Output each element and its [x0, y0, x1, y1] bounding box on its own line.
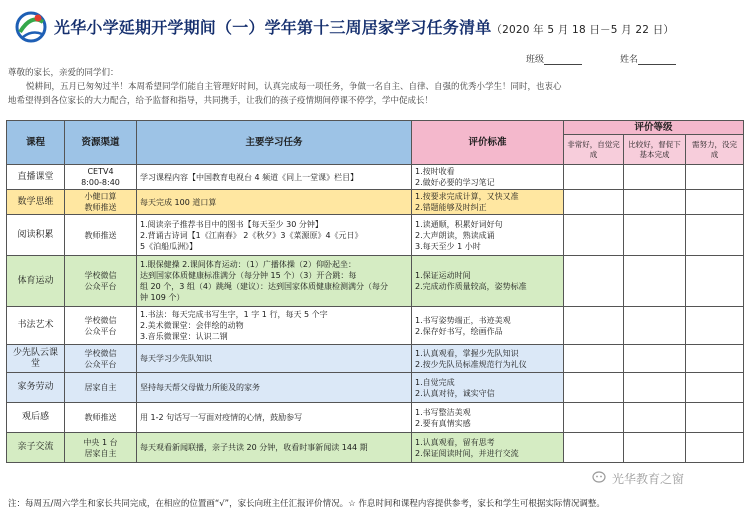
grade-cell-good[interactable]	[624, 190, 686, 215]
header-criteria: 评价标准	[412, 121, 564, 165]
row-channel	[65, 403, 137, 433]
row-subject: 少先队云课堂	[7, 345, 65, 373]
row-task	[137, 215, 412, 256]
criteria-line: 1.按时收看	[415, 167, 455, 176]
row-task	[137, 307, 412, 345]
channel-line: 中央 1 台	[83, 437, 118, 447]
row-channel	[65, 433, 137, 463]
criteria-line: 1.保证运动时间	[415, 271, 471, 280]
row-criteria	[412, 190, 564, 215]
row-criteria	[412, 165, 564, 190]
grade-cell-excellent[interactable]	[564, 190, 624, 215]
row-task	[137, 165, 412, 190]
table-row	[7, 307, 744, 345]
task-line: 2.美术微课堂：会伴绘的动物	[140, 321, 244, 330]
task-line: 达到国家体质健康标准满分（每分钟 15 个）（3）开合跳：每	[140, 271, 357, 280]
header-grade-needs-work: 需努力，没完成	[686, 135, 744, 165]
row-criteria	[412, 345, 564, 373]
row-subject: 阅读积累	[7, 215, 65, 256]
row-task	[137, 345, 412, 373]
task-line: 用 1-2 句话写一写面对疫情的心情，鼓励参写	[140, 413, 303, 422]
title-date: （2020 年 5 月 18 日－5 月 22 日）	[491, 24, 675, 36]
row-channel	[65, 373, 137, 403]
table-row	[7, 403, 744, 433]
grade-cell-good[interactable]	[624, 373, 686, 403]
grade-cell-needs-work[interactable]	[686, 433, 744, 463]
row-channel	[65, 256, 137, 307]
task-line: 1.书法：每天完成书写生字，1 字 1 行，每天 5 个字	[140, 310, 328, 319]
criteria-line: 2.要有真情实感	[415, 418, 471, 428]
row-channel	[65, 190, 137, 215]
intro-body-1: 悦耕间，五月已匆匆过半！本周希望同学们能自主管理好时间，认真完成每一项任务，争做一名自主、自律、自强的优秀小学生！同时，也衷心	[26, 82, 562, 92]
table-row	[7, 190, 744, 215]
row-criteria	[412, 307, 564, 345]
criteria-line: 1.按要求完成计算，又快又准	[415, 192, 519, 201]
grade-cell-needs-work[interactable]	[686, 345, 744, 373]
row-channel	[65, 165, 137, 190]
criteria-line: 2.大声朗读，熟读成诵	[415, 230, 495, 240]
grade-cell-needs-work[interactable]	[686, 256, 744, 307]
task-line: 学习课程内容【中国教育电视台 4 频道《同上一堂课》栏目】	[140, 172, 359, 182]
row-criteria	[412, 403, 564, 433]
task-line: 每天完成 100 道口算	[140, 197, 217, 207]
criteria-line: 3.每天至少 1 小时	[415, 241, 481, 251]
grade-cell-excellent[interactable]	[564, 215, 624, 256]
criteria-line: 1.认真观看，留有思考	[415, 437, 495, 447]
table-row	[7, 165, 744, 190]
criteria-line: 2.错题能够及时纠正	[415, 203, 487, 212]
row-subject: 数学思维	[7, 190, 65, 215]
row-subject: 亲子交流	[7, 433, 65, 463]
page-title	[54, 15, 674, 38]
grade-cell-good[interactable]	[624, 433, 686, 463]
footnote: 注：每周五/周六学生和家长共同完成，在相应的位置画“√”，家长向班主任汇报评价情况。☆ 作息时间和课程内容提供参考，家长和学生可根据实际情况调整。	[8, 499, 605, 509]
row-task	[137, 190, 412, 215]
task-line: 钟 109 个）	[140, 293, 185, 302]
grade-cell-excellent[interactable]	[564, 256, 624, 307]
grade-cell-needs-work[interactable]	[686, 165, 744, 190]
task-line: 组 20 个，3 组（4）跳绳（建议）：达到国家体质健康检测满分（每分	[140, 282, 388, 291]
class-blank	[544, 55, 582, 65]
grade-cell-excellent[interactable]	[564, 307, 624, 345]
grade-cell-excellent[interactable]	[564, 433, 624, 463]
table-row	[7, 373, 744, 403]
channel-line: 8:00-8:40	[81, 178, 120, 187]
criteria-line: 1.书写姿势端正，书迹美观	[415, 315, 511, 325]
grade-cell-needs-work[interactable]	[686, 403, 744, 433]
name-blank	[638, 55, 676, 65]
row-channel	[65, 307, 137, 345]
criteria-line: 1.认真观看，掌握少先队知识	[415, 348, 519, 358]
grade-cell-needs-work[interactable]	[686, 307, 744, 345]
channel-line: 教师推送	[84, 203, 117, 212]
header-grade-excellent: 非常好，自觉完成	[564, 135, 624, 165]
grade-cell-good[interactable]	[624, 345, 686, 373]
wechat-icon	[592, 470, 608, 486]
criteria-line: 2.做好必要的学习笔记	[415, 178, 495, 187]
channel-line: CETV4	[87, 167, 114, 176]
row-channel	[65, 215, 137, 256]
task-line: 每天学习少先队知识	[140, 354, 212, 363]
grade-cell-good[interactable]	[624, 403, 686, 433]
channel-line: 居家自主	[84, 383, 117, 392]
criteria-line: 2.保证阅读时间，并进行交流	[415, 448, 519, 458]
header-grade-good: 比较好，督促下基本完成	[624, 135, 686, 165]
row-subject: 观后感	[7, 403, 65, 433]
table-row	[7, 256, 744, 307]
task-line: 1.眼保健操 2.课间体育运动：（1）广播体操（2）仰卧起坐：	[140, 260, 356, 269]
page-header	[8, 6, 743, 46]
task-table	[6, 120, 744, 463]
channel-line: 学校微信	[84, 315, 117, 325]
grade-cell-needs-work[interactable]	[686, 215, 744, 256]
header-grade: 评价等级	[564, 121, 744, 135]
row-subject: 直播课堂	[7, 165, 65, 190]
grade-cell-excellent[interactable]	[564, 403, 624, 433]
grade-cell-excellent[interactable]	[564, 165, 624, 190]
task-line: 坚持每天帮父母做力所能及的家务	[140, 383, 260, 392]
channel-line: 公众平台	[84, 359, 117, 369]
watermark: 光华教育之窗	[612, 472, 685, 486]
channel-line: 小健口算	[84, 192, 117, 201]
intro-body-2: 地希望得到各位家长的大力配合，给予监督和指导，共同携手，让我们的孩子疫情期间停课不停学，学中促成长！	[8, 96, 434, 106]
class-label: 班级	[526, 55, 545, 65]
criteria-line: 2.保存好书写，绘画作品	[415, 326, 503, 336]
header-subject: 课程	[7, 121, 65, 165]
row-channel	[65, 345, 137, 373]
row-task	[137, 403, 412, 433]
grade-cell-needs-work[interactable]	[686, 190, 744, 215]
grade-cell-excellent[interactable]	[564, 373, 624, 403]
intro-greeting: 尊敬的家长，亲爱的同学们：	[8, 68, 119, 78]
row-task	[137, 373, 412, 403]
channel-line: 学校微信	[84, 348, 117, 358]
task-line: 2.背诵古诗词【1《江南春》 2《秋夕》3《菜源原》4《元日》	[140, 230, 363, 240]
task-line: 每天观看新闻联播，亲子共读 20 分钟，收看时事新闻读 144 期	[140, 443, 368, 452]
row-criteria	[412, 433, 564, 463]
grade-cell-good[interactable]	[624, 215, 686, 256]
channel-line: 教师推送	[84, 413, 117, 422]
grade-cell-good[interactable]	[624, 307, 686, 345]
table-row	[7, 215, 744, 256]
grade-cell-needs-work[interactable]	[686, 373, 744, 403]
task-line: 5《泊船瓜洲》】	[140, 241, 198, 251]
criteria-line: 2.按少先队员标准规范行为礼仪	[415, 359, 527, 369]
task-line: 3.音乐微课堂：认识二钢	[140, 332, 228, 341]
criteria-line: 1.书写整洁美观	[415, 407, 471, 417]
grade-cell-good[interactable]	[624, 256, 686, 307]
row-subject: 书法艺术	[7, 307, 65, 345]
row-subject: 体育运动	[7, 256, 65, 307]
criteria-line: 2.认真对待，诚实守信	[415, 388, 495, 398]
criteria-line: 1.读通顺，积累好词好句	[415, 219, 503, 229]
header-task: 主要学习任务	[137, 121, 412, 165]
row-criteria	[412, 256, 564, 307]
intro-paragraph	[8, 66, 742, 108]
title-text: 光华小学延期开学期间（一）学年第十三周居家学习任务清单	[54, 18, 492, 37]
row-criteria	[412, 215, 564, 256]
task-line: 1.阅读亲子推荐书目中的图书【每天至少 30 分钟】	[140, 219, 323, 229]
channel-line: 居家自主	[84, 448, 117, 458]
name-label: 姓名	[620, 55, 639, 65]
grade-cell-good[interactable]	[624, 165, 686, 190]
channel-line: 公众平台	[84, 282, 117, 291]
table-row	[7, 433, 744, 463]
criteria-line: 1.自觉完成	[415, 377, 455, 387]
table-row	[7, 345, 744, 373]
header-channel: 资源渠道	[65, 121, 137, 165]
criteria-line: 2.完成动作质量较高，姿势标准	[415, 282, 527, 291]
row-task	[137, 256, 412, 307]
row-criteria	[412, 373, 564, 403]
row-subject: 家务劳动	[7, 373, 65, 403]
grade-cell-excellent[interactable]	[564, 345, 624, 373]
school-logo-icon	[14, 10, 48, 44]
row-task	[137, 433, 412, 463]
channel-line: 学校微信	[84, 271, 117, 280]
channel-line: 公众平台	[84, 326, 117, 336]
channel-line: 教师推送	[84, 230, 117, 240]
